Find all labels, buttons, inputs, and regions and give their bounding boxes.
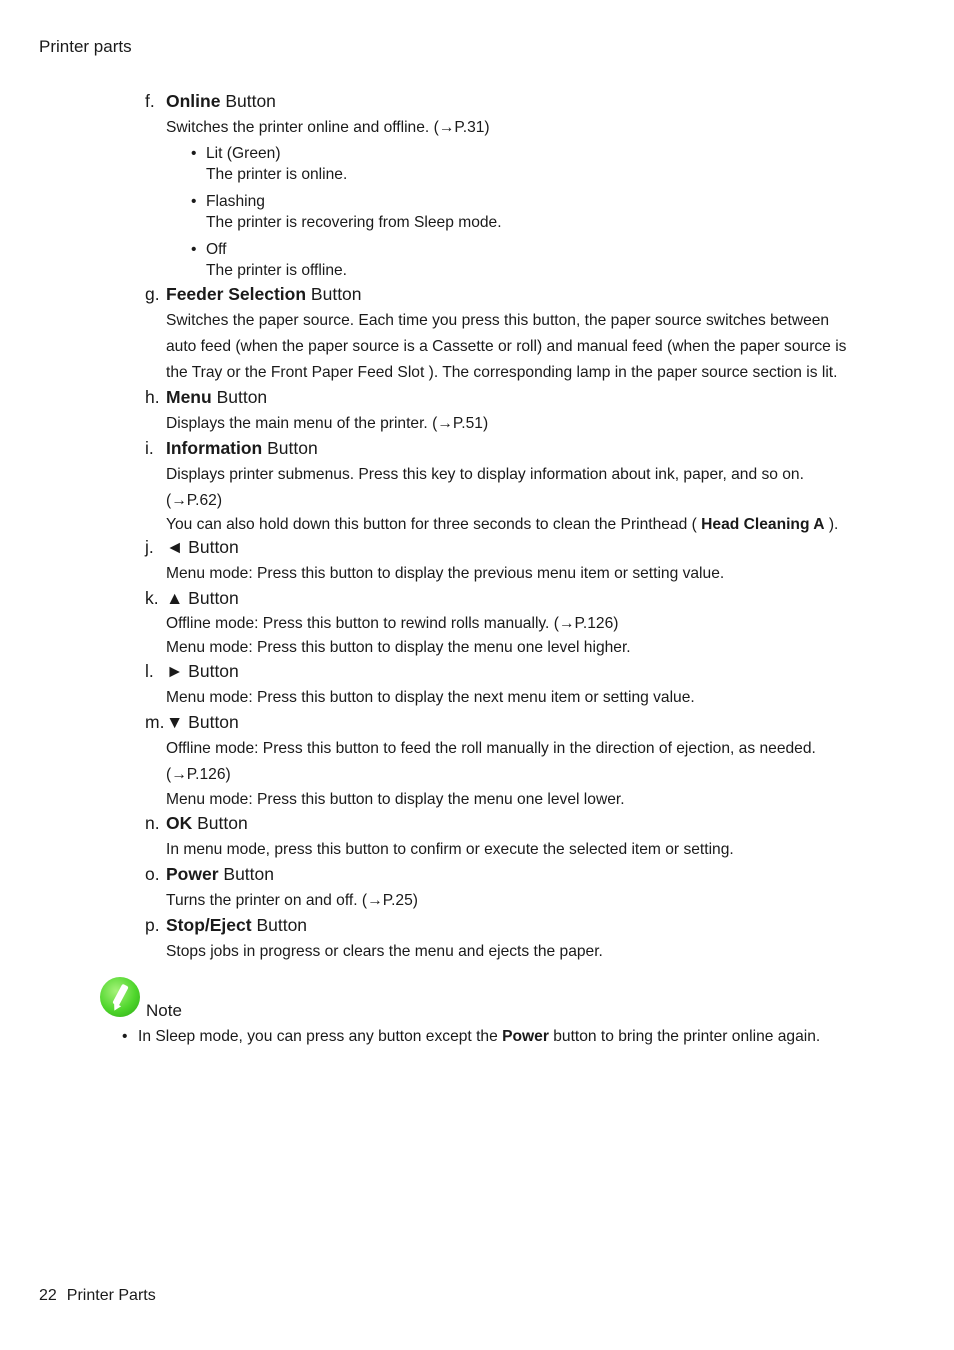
- item-description: Offline mode: Press this button to feed the roll manually in the direction of ejection, as needed. (→P.126) Menu mode: Press this button to display the menu one level lower.: [166, 740, 816, 808]
- item-description: Switches the paper source. Each time you press this button, the paper source switches between auto feed (when the paper source is a Cassette or roll) and manual feed (when the paper source is the Tray or the Front Paper Feed Slot ). The corresponding lamp in the paper source section is lit.: [166, 312, 847, 381]
- page-footer: [39, 1287, 156, 1305]
- note-section: [100, 977, 182, 1020]
- item-description: Displays printer submenus. Press this key to display information about ink, paper, and so on. (→P.62) You can also hold down this button for three seconds to clean the Printhead ( Head Cleaning A ).: [166, 466, 839, 533]
- item-information-button: [145, 437, 905, 536]
- item-description: Menu mode: Press this button to display the next menu item or setting value.: [166, 689, 695, 706]
- item-description: Stops jobs in progress or clears the menu and ejects the paper.: [166, 943, 603, 960]
- item-feeder-selection-button: [145, 283, 905, 386]
- item-description: Turns the printer on and off. (→P.25): [166, 892, 418, 909]
- item-online-button: [145, 90, 905, 281]
- item-description: Offline mode: Press this button to rewind rolls manually. (→P.126) Menu mode: Press this button to display the menu one level higher.: [166, 615, 631, 656]
- item-menu-button: [145, 386, 905, 437]
- note-label: Note: [146, 1001, 182, 1020]
- item-title: l. ► Button: [145, 661, 239, 681]
- item-ok-button: [145, 812, 905, 863]
- item-title: j. ◄ Button: [145, 537, 239, 557]
- item-title: p. Stop/Eject Button: [145, 915, 308, 935]
- button-descriptions: [145, 90, 905, 965]
- item-title: m.▼ Button: [145, 712, 239, 732]
- item-down-button: [145, 711, 905, 812]
- item-title: k. ▲ Button: [145, 588, 239, 608]
- status-lit-green: • Lit (Green) The printer is online.: [188, 143, 905, 185]
- status-list: [188, 143, 905, 281]
- status-off: • Off The printer is offline.: [188, 239, 905, 281]
- item-title: f. Online Button: [145, 91, 276, 111]
- item-description: In menu mode, press this button to confirm or execute the selected item or setting.: [166, 841, 734, 858]
- item-right-button: [145, 660, 905, 711]
- note-text: • In Sleep mode, you can press any button except the Power button to bring the printer online again.: [122, 1028, 821, 1045]
- item-title: o. Power Button: [145, 864, 274, 884]
- item-stop-eject-button: [145, 914, 905, 965]
- footer-title: Printer Parts: [66, 1287, 156, 1304]
- item-left-button: [145, 536, 905, 587]
- item-description: Switches the printer online and offline. (→P.31): [166, 119, 490, 136]
- pencil-note-icon: [100, 977, 140, 1017]
- status-flashing: • Flashing The printer is recovering from Sleep mode.: [188, 191, 905, 233]
- item-description: Displays the main menu of the printer. (→P.51): [166, 415, 489, 432]
- item-title: h. Menu Button: [145, 387, 268, 407]
- item-up-button: [145, 587, 905, 660]
- item-title: g. Feeder Selection Button: [145, 284, 362, 304]
- item-description: Menu mode: Press this button to display the previous menu item or setting value.: [166, 565, 725, 582]
- running-header: Printer parts: [39, 37, 132, 56]
- item-title: i. Information Button: [145, 438, 318, 458]
- item-power-button: [145, 863, 905, 914]
- item-title: n. OK Button: [145, 813, 248, 833]
- page-number: 22: [39, 1287, 57, 1304]
